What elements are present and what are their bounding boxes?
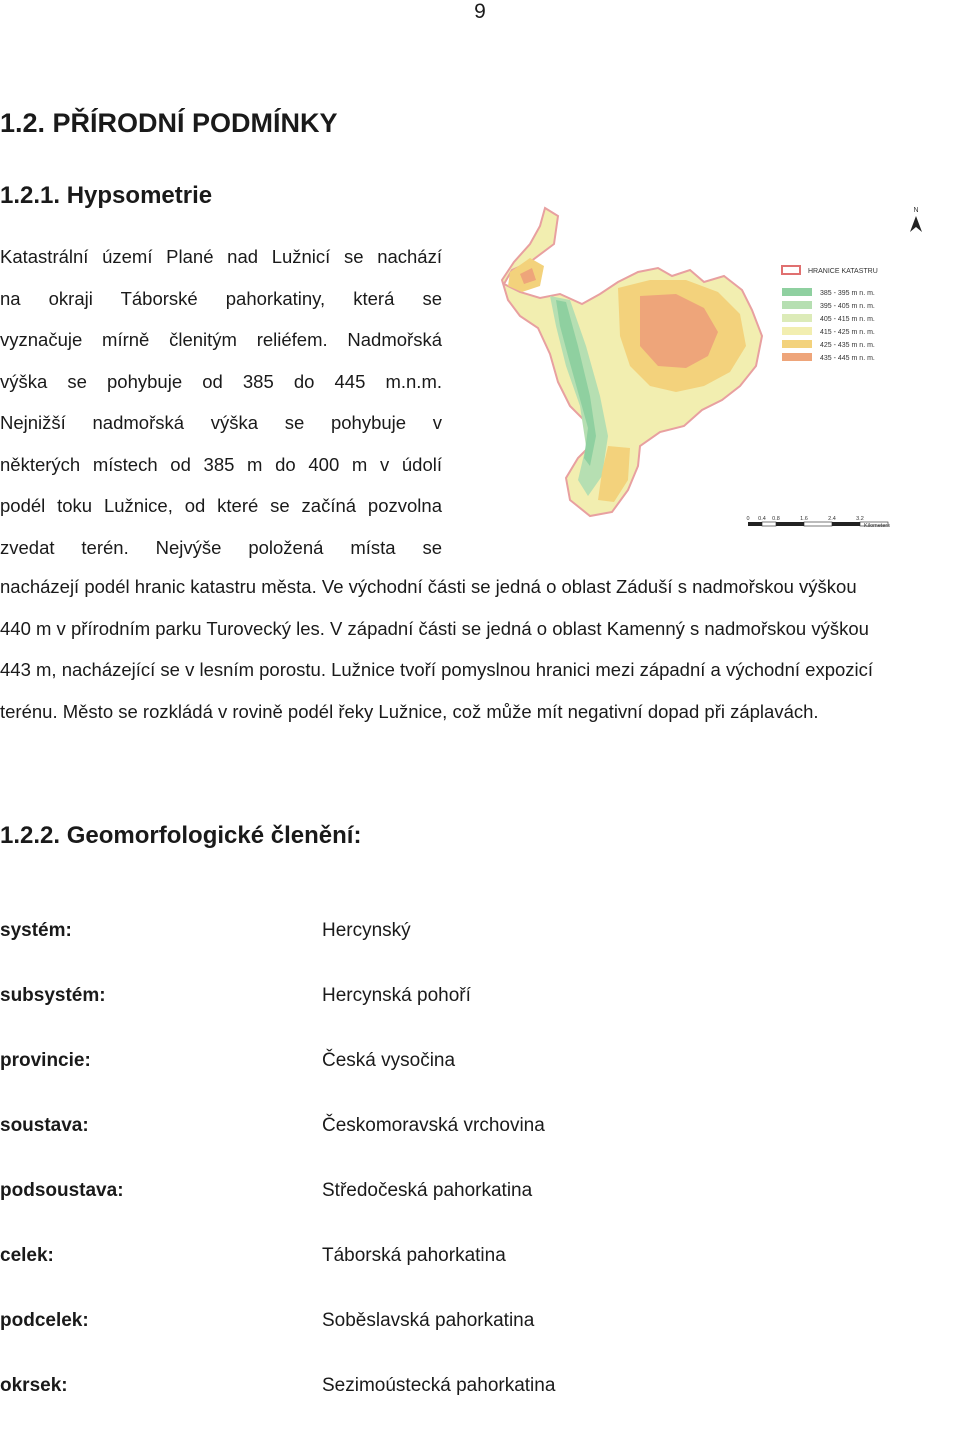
subsection-hypsometrie-title: 1.2.1. Hypsometrie bbox=[0, 182, 213, 209]
table-row bbox=[0, 920, 960, 985]
legend-swatch-boundary bbox=[782, 266, 800, 274]
svg-text:N: N bbox=[913, 207, 919, 214]
row-value: Česká vysočina bbox=[322, 1050, 456, 1071]
paragraph-line: Nejnižší nadmořská výška se pohybuje v bbox=[0, 412, 442, 433]
row-key: podcelek: bbox=[0, 1310, 89, 1331]
scale-bar bbox=[746, 516, 890, 529]
table-row bbox=[0, 1115, 960, 1180]
paragraph-line: některých místech od 385 m do 400 m v údolí bbox=[0, 453, 442, 475]
table-row bbox=[0, 1245, 960, 1310]
legend-label: 405 - 415 m n. m. bbox=[820, 316, 875, 323]
row-key: subsystém: bbox=[0, 985, 106, 1006]
row-value: Hercynská pohoří bbox=[322, 985, 471, 1006]
scale-tick: 0.8 bbox=[772, 516, 780, 522]
cadastral-area bbox=[502, 208, 762, 516]
north-arrow-icon bbox=[910, 207, 922, 232]
legend-label: 395 - 405 m n. m. bbox=[820, 303, 875, 310]
paragraph-line: výška se pohybuje od 385 do 445 m.n.m. bbox=[0, 370, 442, 392]
map-graphic bbox=[490, 196, 930, 536]
row-key: okrsek: bbox=[0, 1375, 68, 1396]
subsection-geomorphology-title: 1.2.2. Geomorfologické členění: bbox=[0, 822, 362, 849]
row-key: provincie: bbox=[0, 1050, 91, 1071]
paragraph-line: 443 m, nacházející se v lesním porostu. Lužnice tvoří pomyslnou hranici mezi západní a východní expozicí bbox=[0, 659, 874, 680]
scale-tick: 0 bbox=[746, 516, 750, 522]
paragraph-line: Katastrální území Plané nad Lužnicí se nachází bbox=[0, 246, 442, 267]
row-key: soustava: bbox=[0, 1115, 89, 1136]
legend-label: 435 - 445 m n. m. bbox=[820, 355, 875, 362]
geomorphology-table bbox=[0, 920, 960, 1440]
paragraph-line: nacházejí podél hranic katastru města. Ve východní části se jedná o oblast Záduší s nadmořskou výškou bbox=[0, 576, 857, 597]
paragraph-line: vyznačuje mírně členitým reliéfem. Nadmořská bbox=[0, 329, 442, 350]
row-key: systém: bbox=[0, 920, 72, 941]
row-key: podsoustava: bbox=[0, 1180, 124, 1201]
row-value: Soběslavská pahorkatina bbox=[322, 1310, 535, 1331]
table-row bbox=[0, 1180, 960, 1245]
row-value: Českomoravská vrchovina bbox=[322, 1115, 545, 1136]
row-value: Sezimoústecká pahorkatina bbox=[322, 1375, 556, 1396]
table-row bbox=[0, 1310, 960, 1375]
legend-label: 415 - 425 m n. m. bbox=[820, 329, 875, 336]
row-value: Středočeská pahorkatina bbox=[322, 1180, 533, 1201]
legend-swatch bbox=[782, 288, 812, 296]
scale-tick: 0.4 bbox=[758, 516, 766, 522]
scale-tick: 2.4 bbox=[828, 516, 836, 522]
legend-swatch bbox=[782, 353, 812, 361]
hypsometric-map bbox=[490, 196, 930, 536]
paragraph-line: terénu. Město se rozkládá v rovině podél řeky Lužnice, což může mít negativní dopad při záplavách. bbox=[0, 700, 819, 722]
scale-unit: Kilometers bbox=[864, 523, 890, 529]
row-value: Hercynský bbox=[322, 920, 411, 941]
scale-tick: 3.2 bbox=[856, 516, 864, 522]
legend-swatch bbox=[782, 314, 812, 322]
legend-swatch bbox=[782, 327, 812, 335]
page-number: 9 bbox=[474, 0, 486, 23]
legend-label: 425 - 435 m n. m. bbox=[820, 342, 875, 349]
hypsometrie-paragraph-left bbox=[0, 236, 442, 568]
legend-swatch bbox=[782, 301, 812, 309]
table-row bbox=[0, 985, 960, 1050]
section-title: 1.2. PŘÍRODNÍ PODMÍNKY bbox=[0, 108, 338, 138]
table-row bbox=[0, 1375, 960, 1440]
legend-label: HRANICE KATASTRU bbox=[808, 268, 878, 275]
scale-tick: 1.6 bbox=[800, 516, 808, 522]
paragraph-line: na okraji Táborské pahorkatiny, která se bbox=[0, 287, 442, 309]
map-legend bbox=[782, 266, 878, 362]
legend-swatch bbox=[782, 340, 812, 348]
row-value: Táborská pahorkatina bbox=[322, 1245, 506, 1266]
hypsometrie-paragraph-full bbox=[0, 566, 960, 732]
paragraph-line: podél toku Lužnice, od které se začíná pozvolna bbox=[0, 495, 442, 516]
row-key: celek: bbox=[0, 1245, 54, 1266]
table-row bbox=[0, 1050, 960, 1115]
legend-label: 385 - 395 m n. m. bbox=[820, 290, 875, 297]
paragraph-line: 440 m v přírodním parku Turovecký les. V západní části se jedná o oblast Kamenný s nadmořskou výškou bbox=[0, 617, 869, 639]
paragraph-line: zvedat terén. Nejvýše položená místa se bbox=[0, 536, 442, 558]
